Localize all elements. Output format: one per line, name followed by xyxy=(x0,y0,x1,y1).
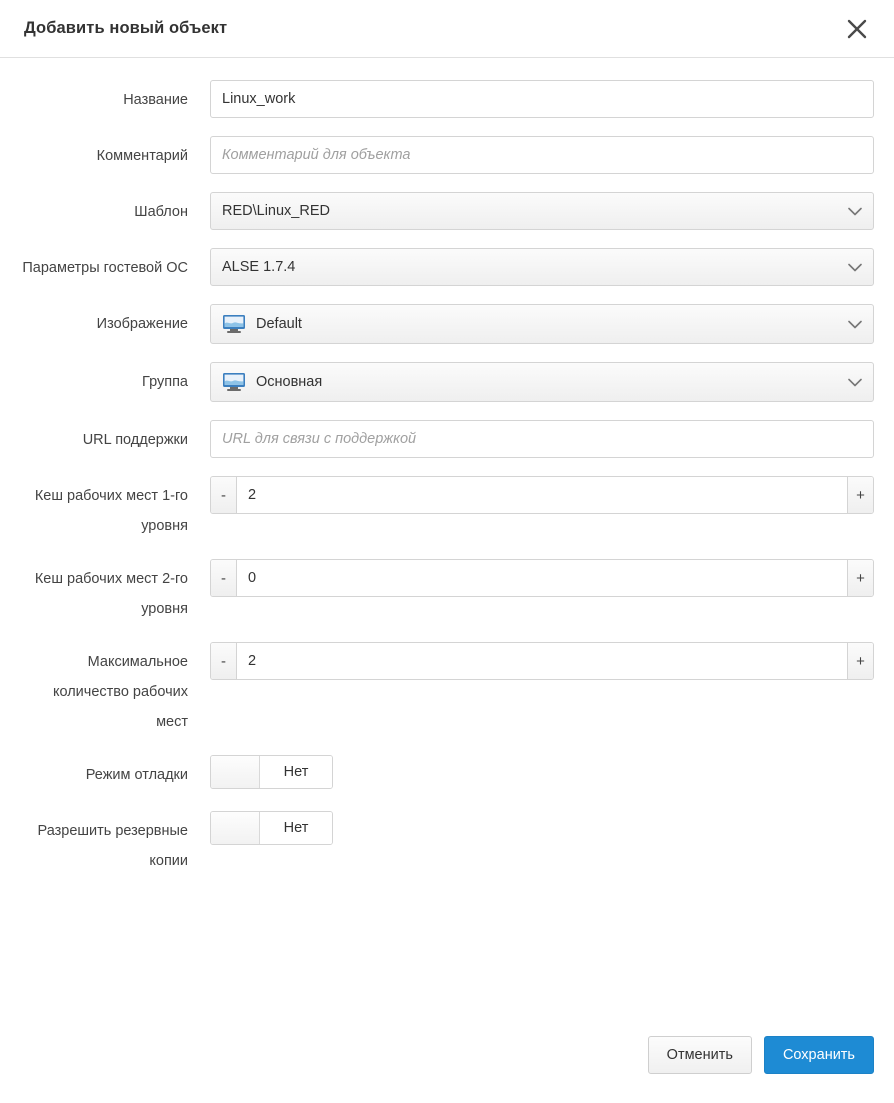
group-select-value: Основная xyxy=(256,374,323,390)
dialog-header xyxy=(0,0,894,58)
template-select-value: RED\Linux_RED xyxy=(222,203,330,219)
label-template: Шаблон xyxy=(134,204,188,220)
max-seats-input[interactable] xyxy=(237,643,847,679)
control-max-seats xyxy=(210,642,874,680)
field-row-cache-level2 xyxy=(20,559,874,624)
save-button[interactable]: Сохранить xyxy=(764,1036,874,1074)
max-seats-decrement[interactable]: - xyxy=(211,643,237,679)
label-debug-mode: Режим отладки xyxy=(85,767,188,783)
group-select[interactable] xyxy=(210,362,874,402)
monitor-icon xyxy=(222,314,246,334)
control-name xyxy=(210,80,874,118)
allow-backups-toggle-label: Нет xyxy=(260,812,332,844)
close-icon[interactable] xyxy=(842,14,872,44)
control-cache-level1 xyxy=(210,476,874,514)
name-input[interactable] xyxy=(210,80,874,118)
cache-level1-increment[interactable]: + xyxy=(847,477,873,513)
debug-mode-toggle[interactable] xyxy=(210,755,333,789)
support-url-input[interactable] xyxy=(210,420,874,458)
control-image xyxy=(210,304,874,344)
debug-mode-toggle-knob[interactable] xyxy=(211,756,260,788)
dialog-body xyxy=(0,58,894,1021)
label-group: Группа xyxy=(142,374,188,390)
label-max-seats: Максимальное количество рабочих мест xyxy=(52,654,188,730)
chevron-down-icon xyxy=(848,378,862,387)
cache-level2-stepper[interactable] xyxy=(210,559,874,597)
control-debug-mode xyxy=(210,755,874,793)
label-comment: Комментарий xyxy=(96,148,188,164)
field-row-template xyxy=(20,192,874,230)
label-name: Название xyxy=(123,92,188,108)
page-title: Добавить новый объект xyxy=(24,19,228,37)
image-select[interactable] xyxy=(210,304,874,344)
cache-level1-input[interactable] xyxy=(237,477,847,513)
control-comment xyxy=(210,136,874,174)
label-allow-backups: Разрешить резервные копии xyxy=(37,823,188,869)
control-allow-backups xyxy=(210,811,874,849)
label-image: Изображение xyxy=(96,316,188,332)
chevron-down-icon xyxy=(848,320,862,329)
dialog-footer xyxy=(0,1021,894,1103)
cache-level2-decrement[interactable]: - xyxy=(211,560,237,596)
image-select-value: Default xyxy=(256,316,302,332)
cache-level1-decrement[interactable]: - xyxy=(211,477,237,513)
allow-backups-toggle[interactable] xyxy=(210,811,333,845)
template-select[interactable] xyxy=(210,192,874,230)
close-icon-glyph xyxy=(846,18,868,40)
cache-level2-input[interactable] xyxy=(237,560,847,596)
comment-input[interactable] xyxy=(210,136,874,174)
chevron-down-icon xyxy=(848,263,862,272)
field-row-allow-backups xyxy=(20,811,874,876)
field-row-max-seats xyxy=(20,642,874,737)
field-row-group xyxy=(20,362,874,402)
chevron-down-icon xyxy=(848,207,862,216)
max-seats-increment[interactable]: + xyxy=(847,643,873,679)
field-row-cache-level1 xyxy=(20,476,874,541)
field-row-support-url xyxy=(20,420,874,458)
field-row-debug-mode xyxy=(20,755,874,793)
control-cache-level2 xyxy=(210,559,874,597)
debug-mode-toggle-label: Нет xyxy=(260,756,332,788)
guest-os-select[interactable] xyxy=(210,248,874,286)
max-seats-stepper[interactable] xyxy=(210,642,874,680)
control-template xyxy=(210,192,874,230)
cache-level1-stepper[interactable] xyxy=(210,476,874,514)
field-row-image xyxy=(20,304,874,344)
label-guest-os: Параметры гостевой ОС xyxy=(22,260,188,276)
cancel-button[interactable]: Отменить xyxy=(648,1036,752,1074)
guest-os-select-value: ALSE 1.7.4 xyxy=(222,259,296,275)
allow-backups-toggle-knob[interactable] xyxy=(211,812,260,844)
field-row-name xyxy=(20,80,874,118)
cache-level2-increment[interactable]: + xyxy=(847,560,873,596)
label-cache-level1: Кеш рабочих мест 1-го уровня xyxy=(34,488,188,534)
label-support-url: URL поддержки xyxy=(82,432,188,448)
control-group xyxy=(210,362,874,402)
field-row-guest-os xyxy=(20,248,874,286)
label-cache-level2: Кеш рабочих мест 2-го уровня xyxy=(34,571,188,617)
monitor-icon xyxy=(222,372,246,392)
control-guest-os xyxy=(210,248,874,286)
field-row-comment xyxy=(20,136,874,174)
control-support-url xyxy=(210,420,874,458)
